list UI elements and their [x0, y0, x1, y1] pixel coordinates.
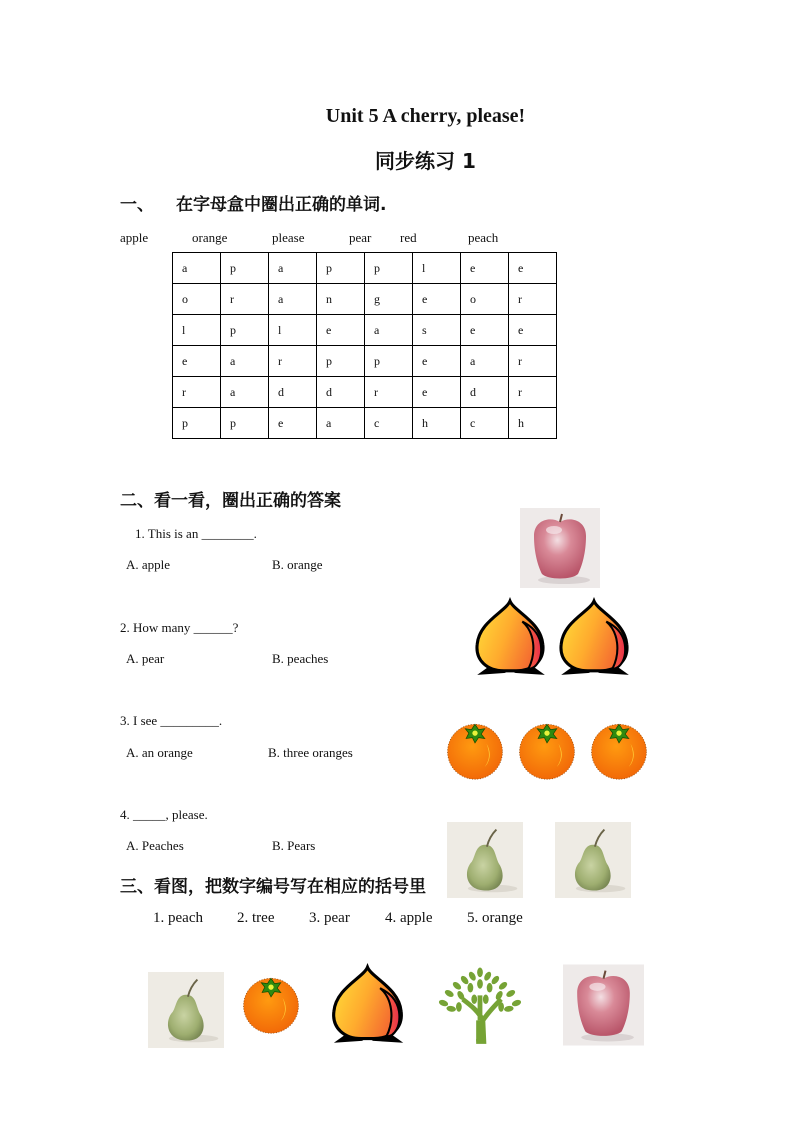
option-b[interactable]: B. orange — [272, 557, 323, 572]
grid-cell[interactable]: r — [365, 377, 413, 408]
question-text: 1. This is an ________. — [135, 526, 257, 541]
grid-cell[interactable]: s — [413, 315, 461, 346]
grid-cell[interactable]: e — [269, 408, 317, 439]
grid-cell[interactable]: a — [173, 253, 221, 284]
grid-cell[interactable]: e — [509, 253, 557, 284]
grid-cell[interactable]: d — [269, 377, 317, 408]
page-title: Unit 5 A cherry, please! — [325, 105, 526, 127]
grid-cell[interactable]: r — [509, 377, 557, 408]
grid-row — [173, 284, 557, 315]
orange-image — [240, 968, 302, 1040]
grid-cell[interactable]: a — [221, 346, 269, 377]
grid-cell[interactable]: o — [173, 284, 221, 315]
option-item: 2. tree — [237, 910, 275, 926]
question-text: 2. How many ______? — [120, 620, 239, 635]
question-text: 4. _____, please. — [120, 807, 208, 822]
option-b[interactable]: B. Pears — [272, 838, 316, 853]
apple-image — [520, 507, 600, 589]
grid-cell[interactable]: h — [413, 408, 461, 439]
grid-cell[interactable]: e — [317, 315, 365, 346]
grid-cell[interactable]: a — [461, 346, 509, 377]
grid-cell[interactable]: p — [221, 408, 269, 439]
grid-cell[interactable]: e — [461, 253, 509, 284]
peach-image — [468, 597, 552, 679]
grid-cell[interactable]: e — [509, 315, 557, 346]
pear-image — [445, 822, 525, 898]
word-item: apple — [120, 230, 149, 245]
word-item: red — [400, 230, 417, 245]
grid-cell[interactable]: a — [365, 315, 413, 346]
grid-cell[interactable]: r — [221, 284, 269, 315]
option-a[interactable]: A. apple — [126, 557, 171, 572]
grid-cell[interactable]: h — [509, 408, 557, 439]
grid-cell[interactable]: p — [173, 408, 221, 439]
grid-cell[interactable]: e — [413, 284, 461, 315]
grid-cell[interactable]: a — [317, 408, 365, 439]
orange-image — [444, 715, 506, 785]
option-b[interactable]: B. three oranges — [268, 745, 353, 760]
apple-image — [563, 964, 644, 1046]
grid-cell[interactable]: r — [173, 377, 221, 408]
word-item: peach — [468, 230, 499, 245]
grid-cell[interactable]: r — [269, 346, 317, 377]
grid-row — [173, 408, 557, 439]
option-item: 3. pear — [309, 910, 350, 926]
pear-image — [553, 822, 633, 898]
section2-instruction: 二、看一看，圈出正确的答案 — [120, 491, 341, 511]
grid-cell[interactable]: c — [461, 408, 509, 439]
grid-cell[interactable]: r — [509, 284, 557, 315]
grid-cell[interactable]: d — [317, 377, 365, 408]
grid-cell[interactable]: p — [365, 346, 413, 377]
tree-image — [432, 963, 528, 1047]
grid-cell[interactable]: e — [413, 346, 461, 377]
grid-row — [173, 253, 557, 284]
orange-image — [516, 715, 578, 785]
grid-cell[interactable]: n — [317, 284, 365, 315]
section1-instruction: 在字母盒中圈出正确的单词. — [176, 195, 387, 215]
word-item: orange — [192, 230, 228, 245]
grid-cell[interactable]: p — [317, 346, 365, 377]
grid-cell[interactable]: a — [221, 377, 269, 408]
option-a[interactable]: A. pear — [126, 651, 165, 666]
grid-cell[interactable]: p — [365, 253, 413, 284]
orange-image — [588, 715, 650, 785]
grid-cell[interactable]: d — [461, 377, 509, 408]
grid-cell[interactable]: a — [269, 253, 317, 284]
peach-image — [325, 963, 410, 1047]
grid-row — [173, 346, 557, 377]
grid-cell[interactable]: l — [173, 315, 221, 346]
grid-cell[interactable]: e — [461, 315, 509, 346]
grid-cell[interactable]: a — [269, 284, 317, 315]
grid-cell[interactable]: p — [317, 253, 365, 284]
option-item: 5. orange — [467, 910, 523, 926]
option-item: 1. peach — [153, 910, 203, 926]
grid-cell[interactable]: o — [461, 284, 509, 315]
section3-instruction: 三、看图，把数字编号写在相应的括号里 — [120, 877, 426, 897]
peach-image — [552, 597, 636, 679]
word-item: please — [272, 230, 305, 245]
option-b[interactable]: B. peaches — [272, 651, 329, 666]
pear-image — [146, 972, 226, 1048]
grid-cell[interactable]: g — [365, 284, 413, 315]
option-item: 4. apple — [385, 910, 433, 926]
word-item: pear — [349, 230, 372, 245]
section1-number: 一、 — [120, 195, 154, 215]
option-a[interactable]: A. Peaches — [126, 838, 184, 853]
grid-cell[interactable]: r — [509, 346, 557, 377]
grid-row — [173, 315, 557, 346]
grid-cell[interactable]: l — [413, 253, 461, 284]
grid-row — [173, 377, 557, 408]
grid-cell[interactable]: c — [365, 408, 413, 439]
grid-cell[interactable]: e — [173, 346, 221, 377]
question-text: 3. I see _________. — [120, 713, 223, 728]
grid-cell[interactable]: p — [221, 315, 269, 346]
grid-cell[interactable]: l — [269, 315, 317, 346]
grid-cell[interactable]: p — [221, 253, 269, 284]
option-a[interactable]: A. an orange — [126, 745, 193, 760]
letter-grid — [172, 252, 557, 439]
page-subtitle: 同步练习 1 — [375, 149, 476, 173]
grid-cell[interactable]: e — [413, 377, 461, 408]
